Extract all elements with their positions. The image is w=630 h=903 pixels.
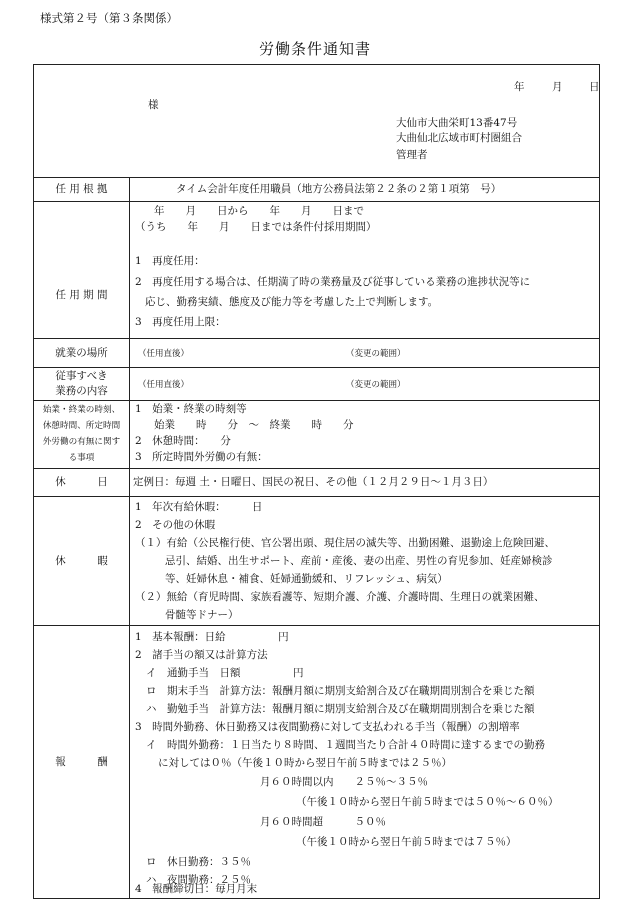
commuting-allowance: イ 通勤手当 日額 円 (146, 667, 304, 679)
unpaid-leave-line-1: （２）無給（育児時間、家族看護等、短期介護、介護、介護時間、生理日の就業困難、 (135, 591, 545, 603)
label-working-hours-1: 始業・終業の時刻、 (42, 405, 121, 415)
workplace-change-range: （変更の範囲） (346, 349, 406, 359)
notice-table (33, 64, 600, 899)
label-remuneration: 報 酬 (55, 756, 108, 768)
issuer-title: 管理者 (396, 149, 428, 161)
form-number: 様式第２号（第３条関係） (40, 11, 178, 25)
row-divider (34, 367, 599, 368)
issuer-address: 大仙市大曲栄町13番47号 (396, 117, 518, 129)
workplace-initial: （任用直後） (138, 349, 190, 359)
annual-leave: 1 年次有給休暇： 日 (135, 501, 263, 513)
break-time: 2 休憩時間： 分 (135, 435, 231, 447)
reappointment-condition-line: 2 再度任用する場合は、任期満了時の業務量及び従事している業務の進捗状況等に (135, 276, 531, 288)
duties-initial: （任用直後） (138, 380, 190, 390)
row-divider (34, 338, 599, 339)
term-end-allowance: ロ 期末手当 計算方法：報酬月額に期別支給割合及び在職期間別割合を乗じた額 (146, 685, 535, 697)
row-divider (34, 625, 599, 626)
row-divider (34, 468, 599, 469)
date-month: 月 (552, 81, 563, 93)
holiday-work-rate: ロ 休日勤務：３５％ (146, 856, 251, 868)
overtime-over-60h: 月６０時間超 ５０％ (260, 816, 386, 828)
overtime-presence: 3 所定時間外労働の有無： (135, 451, 268, 463)
date-year: 年 (514, 81, 525, 93)
reappointment-line: 1 再度任用： (135, 255, 205, 267)
issuer-organization: 大曲仙北広域市町村圏組合 (396, 132, 522, 144)
overtime-rate-line-1: イ 時間外勤務：１日当たり８時間、１週間当たり合計４０時間に達するまでの勤務 (146, 739, 545, 751)
reappointment-limit-line: 3 再度任用上限： (135, 316, 226, 328)
working-hours-heading: 1 始業・終業の時刻等 (135, 403, 247, 415)
holidays-text: 定例日：毎週 土・日曜日、国民の祝日、その他（１２月２９日～１月３日） (133, 476, 494, 488)
label-duties-2: 業務の内容 (55, 385, 108, 397)
row-divider (34, 201, 599, 202)
paid-leave-line-1: （１）有給（公民権行使、官公署出頭、現住居の滅失等、出勤困難、退勤途上危険回避、 (135, 537, 555, 549)
label-duties-1: 従事すべき (55, 370, 108, 382)
pay-cutoff-date: 4 報酬締切日：毎月月末 (135, 883, 258, 895)
paid-leave-line-3: 等、妊婦休息・補食、妊婦通勤緩和、リフレッシュ、病気） (165, 573, 448, 585)
premium-rate-heading: 3 時間外勤務、休日勤務又は夜間勤務に対して支払われる手当（報酬）の割増率 (135, 721, 520, 733)
row-divider (34, 400, 599, 401)
other-leave-heading: 2 その他の休暇 (135, 519, 216, 531)
label-working-hours-3: 外労働の有無に関す (42, 437, 121, 447)
period-probation-line: （うち 年 月 日までは条件付採用期間） (135, 221, 377, 233)
allowances-heading: 2 諸手当の額又は計算方法 (135, 649, 268, 661)
overtime-within-60h: 月６０時間以内 ２５％～３５％ (260, 776, 428, 788)
basic-pay: 1 基本報酬：日給 円 (135, 631, 289, 643)
night-work-rate: ハ 夜間勤務：２５％ (146, 874, 251, 886)
label-holidays: 休 日 (55, 476, 108, 488)
column-divider (129, 177, 130, 898)
overtime-rate-line-2: に対しては０％（午後１０時から翌日午前５時までは２５％） (158, 757, 452, 769)
document-title: 労働条件通知書 (258, 40, 371, 58)
overtime-within-60h-night: （午後１０時から翌日午前５時までは５０％～６０％） (296, 796, 559, 808)
period-line: 年 月 日から 年 月 日まで (154, 205, 364, 217)
label-appointment-basis: 任 用 根 拠 (55, 183, 108, 195)
appointment-basis-text: タイム会計年度任用職員（地方公務員法第２２条の２第１項第 号） (176, 183, 502, 195)
label-working-hours-2: 休憩時間、所定時間 (42, 421, 121, 431)
unpaid-leave-line-2: 骨髄等ドナー） (165, 609, 239, 621)
row-divider (34, 177, 599, 178)
paid-leave-line-2: 忌引、結婚、出生サポート、産前・産後、妻の出産、男性の育児参加、妊産婦検診 (165, 555, 553, 567)
date-day: 日 (589, 81, 600, 93)
reappointment-condition-line-2: 応じ、勤務実績、態度及び能力等を考慮した上で判断します。 (145, 296, 439, 308)
addressee-honorific: 様 (148, 99, 159, 111)
label-workplace: 就業の場所 (55, 347, 108, 359)
label-working-hours-4: る事項 (68, 453, 95, 463)
row-divider (34, 496, 599, 497)
label-appointment-period: 任 用 期 間 (55, 289, 108, 301)
start-end-time: 始業 時 分 ～ 終業 時 分 (154, 419, 354, 431)
diligence-allowance: ハ 勤勉手当 計算方法：報酬月額に期別支給割合及び在職期間別割合を乗じた額 (146, 703, 535, 715)
overtime-over-60h-night: （午後１０時から翌日午前５時までは７５％） (296, 836, 517, 848)
duties-change-range: （変更の範囲） (346, 380, 406, 390)
label-leave: 休 暇 (55, 555, 108, 567)
